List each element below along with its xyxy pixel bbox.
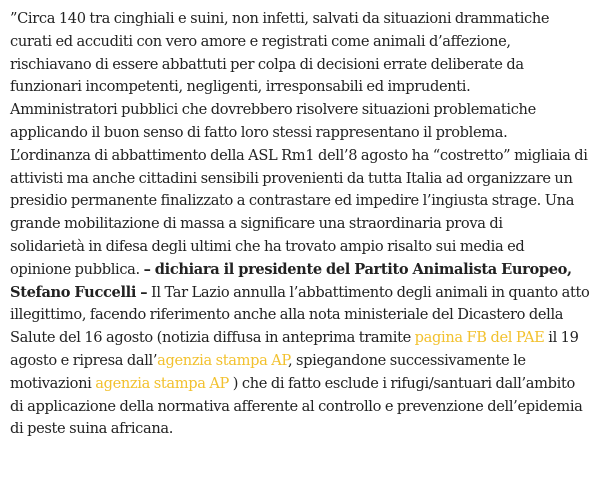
pae-facebook-link[interactable]: pagina FB del PAE bbox=[414, 329, 545, 347]
text-segment: curati ed accuditi con vero amore e registrati come animali d’affezione, bbox=[10, 32, 511, 50]
text-line bbox=[10, 31, 593, 54]
text-line bbox=[10, 190, 593, 213]
text-segment: rischiavano di essere abbattuti per colpa di decisioni errate deliberate da bbox=[10, 55, 524, 73]
text-segment: motivazioni bbox=[10, 374, 96, 392]
speaker-attribution: – dichiara il presidente del Partito Animalista Europeo, bbox=[143, 260, 572, 278]
text-segment: , spiegandone successivamente le bbox=[287, 351, 526, 369]
text-line bbox=[10, 76, 593, 99]
text-segment: Il Tar Lazio annulla l’abbattimento degli animali in quanto atto bbox=[147, 283, 590, 301]
text-line bbox=[10, 282, 593, 305]
text-line bbox=[10, 259, 593, 282]
text-segment: grande mobilitazione di massa a significare una straordinaria prova di bbox=[10, 215, 503, 233]
text-line bbox=[10, 304, 593, 327]
text-segment: presidio permanente finalizzato a contrastare ed impedire l’ingiusta strage. Una bbox=[10, 192, 575, 210]
text-line bbox=[10, 327, 593, 350]
text-segment: Salute del 16 agosto (notizia diffusa in anteprima tramite bbox=[10, 329, 415, 347]
text-segment: L’ordinanza di abbattimento della ASL Rm1 dell’8 agosto ha “costretto” migliaia di bbox=[10, 146, 588, 164]
text-segment: il 19 bbox=[544, 329, 579, 347]
text-line bbox=[10, 396, 593, 419]
text-line bbox=[10, 122, 593, 145]
text-segment: applicando il buon senso di fatto loro stessi rappresentano il problema. bbox=[10, 123, 508, 141]
text-line bbox=[10, 145, 593, 168]
text-segment: illegittimo, facendo riferimento anche alla nota ministeriale del Dicastero della bbox=[10, 306, 564, 324]
text-line bbox=[10, 418, 593, 441]
agenzia-stampa-link[interactable]: agenzia stampa AP bbox=[157, 351, 288, 369]
text-line bbox=[10, 373, 593, 396]
text-segment: funzionari incompetenti, negligenti, irresponsabili ed imprudenti. bbox=[10, 78, 471, 96]
text-line bbox=[10, 236, 593, 259]
text-line bbox=[10, 8, 593, 31]
text-segment: di peste suina africana. bbox=[10, 420, 174, 438]
text-segment: attivisti ma anche cittadini sensibili provenienti da tutta Italia ad organizzare un bbox=[10, 169, 573, 187]
text-segment: agosto e ripresa dall’ bbox=[10, 351, 158, 369]
text-line bbox=[10, 54, 593, 77]
text-line bbox=[10, 350, 593, 373]
text-line bbox=[10, 99, 593, 122]
text-segment: opinione pubblica. bbox=[10, 260, 144, 278]
text-segment: ”Circa 140 tra cinghiali e suini, non infetti, salvati da situazioni drammatiche bbox=[10, 10, 550, 27]
speaker-name: Stefano Fuccelli – bbox=[10, 283, 148, 301]
text-line bbox=[10, 213, 593, 236]
article-body bbox=[10, 8, 593, 441]
text-segment: Amministratori pubblici che dovrebbero risolvere situazioni problematiche bbox=[10, 101, 536, 119]
agenzia-stampa-link[interactable]: agenzia stampa AP bbox=[95, 374, 230, 392]
text-line bbox=[10, 168, 593, 191]
text-segment: di applicazione della normativa afferente al controllo e prevenzione dell’epidemia bbox=[10, 397, 583, 415]
text-segment: solidarietà in difesa degli ultimi che ha trovato ampio risalto sui media ed bbox=[10, 237, 525, 255]
text-segment: ) che di fatto esclude i rifugi/santuari dall’ambito bbox=[229, 374, 575, 392]
